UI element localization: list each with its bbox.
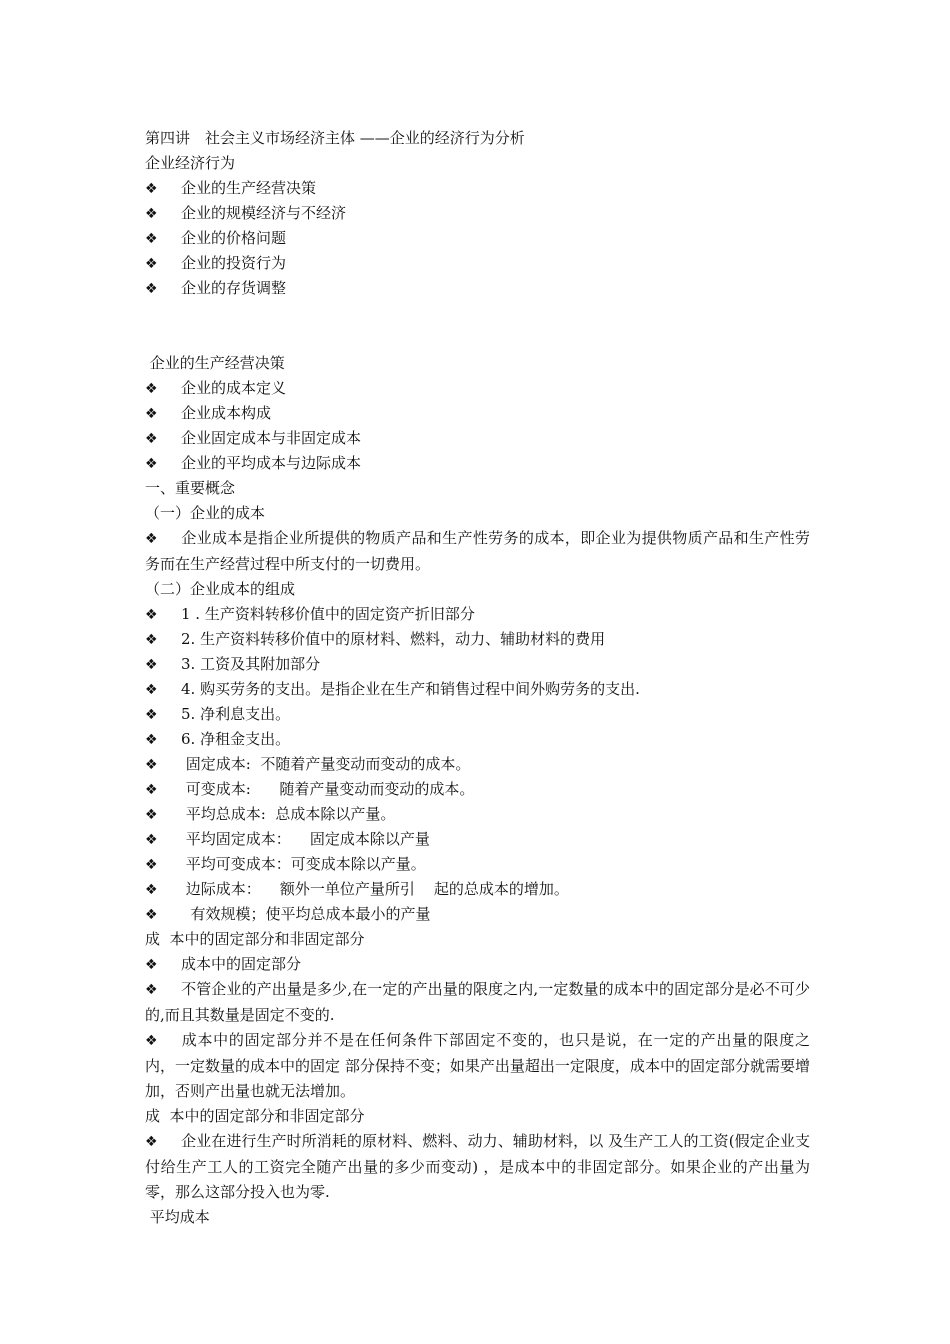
diamond-bullet-icon — [145, 1129, 181, 1155]
section-heading: 成 本中的固定部分和非固定部分 — [145, 1107, 365, 1125]
diamond-bullet-icon — [145, 827, 181, 853]
diamond-bullet-icon — [145, 627, 181, 653]
diamond-bullet-icon — [145, 702, 181, 728]
subsection-heading: （一）企业的成本 — [145, 504, 266, 522]
list-item: ❖ 可变成本: 随着产量变动而变动的成本。 — [145, 777, 810, 802]
list-item: ❖ 边际成本： 额外一单位产量所引 起的总成本的增加。 — [145, 877, 810, 902]
list-item: ❖ 1 . 生产资料转移价值中的固定资产折旧部分 — [145, 602, 810, 627]
section-heading: 成 本中的固定部分和非固定部分 — [145, 930, 365, 948]
diamond-bullet-icon — [145, 426, 181, 452]
list-item: ❖ 固定成本: 不随着产量变动而变动的成本。 — [145, 752, 810, 777]
diamond-bullet-icon — [145, 376, 181, 402]
diamond-bullet-icon — [145, 526, 181, 552]
list-item: ❖ 平均可变成本：可变成本除以产量。 — [145, 852, 810, 877]
diamond-bullet-icon — [145, 902, 181, 928]
document-page — [145, 126, 810, 1230]
list-item: ❖ 企业的平均成本与边际成本 — [145, 451, 810, 476]
section-heading: 企业的生产经营决策 — [145, 354, 285, 372]
list-item: ❖ 企业成本构成 — [145, 401, 810, 426]
list-item: ❖ 企业固定成本与非固定成本 — [145, 426, 810, 451]
subsection-heading: （二）企业成本的组成 — [145, 580, 296, 598]
list-item: ❖ 企业的投资行为 — [145, 251, 810, 276]
list-item: ❖ 6. 净租金支出。 — [145, 727, 810, 752]
diamond-bullet-icon — [145, 401, 181, 427]
diamond-bullet-icon — [145, 877, 181, 903]
diamond-bullet-icon — [145, 602, 181, 628]
diamond-bullet-icon — [145, 802, 181, 828]
list-item: ❖ 4. 购买劳务的支出。是指企业在生产和销售过程中间外购劳务的支出. — [145, 677, 810, 702]
list-item: ❖ 成本中的固定部分 — [145, 952, 810, 977]
diamond-bullet-icon — [145, 952, 181, 978]
list-item: ❖ 企业的价格问题 — [145, 226, 810, 251]
paragraph: ❖企业成本是指企业所提供的物质产品和生产性劳务的成本，即企业为提供物质产品和生产性劳务而在生产经营过程中所支付的一切费用。 — [145, 526, 810, 577]
paragraph: ❖不管企业的产出量是多少,在一定的产出量的限度之内,一定数量的成本中的固定部分是必不可少的,而且其数量是固定不变的. — [145, 977, 810, 1028]
paragraph: ❖企业在进行生产时所消耗的原材料、燃料、动力、辅助材料，以 及生产工人的工资(假定企业支付给生产工人的工资完全随产出量的多少而变动) ，是成本中的非固定部分。如果企业的产出量为零，那么这部分投入也为零. — [145, 1129, 810, 1205]
diamond-bullet-icon — [145, 652, 181, 678]
diamond-bullet-icon — [145, 201, 181, 227]
list-item: ❖ 企业的存货调整 — [145, 276, 810, 301]
list-item: ❖ 平均总成本: 总成本除以产量。 — [145, 802, 810, 827]
list-item: ❖ 3. 工资及其附加部分 — [145, 652, 810, 677]
diamond-bullet-icon — [145, 251, 181, 277]
list-item: ❖ 2. 生产资料转移价值中的原材料、燃料，动力、辅助材料的费用 — [145, 627, 810, 652]
list-item: ❖ 5. 净利息支出。 — [145, 702, 810, 727]
list-item: ❖ 企业的规模经济与不经济 — [145, 201, 810, 226]
diamond-bullet-icon — [145, 977, 181, 1003]
concepts-heading: 一、重要概念 — [145, 479, 236, 497]
diamond-bullet-icon — [145, 752, 181, 778]
diamond-bullet-icon — [145, 777, 181, 803]
section-heading: 企业经济行为 — [145, 154, 236, 172]
diamond-bullet-icon — [145, 176, 181, 202]
blank-space — [145, 301, 810, 351]
diamond-bullet-icon — [145, 226, 181, 252]
paragraph: ❖成本中的固定部分并不是在任何条件下部固定不变的，也只是说，在一定的产出量的限度之内，一定数量的成本中的固定 部分保持不变；如果产出量超出一定限度，成本中的固定部分就需要增加，否则产出量也就无法增加。 — [145, 1028, 810, 1104]
section-heading: 平均成本 — [145, 1208, 210, 1226]
list-item: ❖ 企业的成本定义 — [145, 376, 810, 401]
diamond-bullet-icon — [145, 451, 181, 477]
list-item: ❖ 平均固定成本： 固定成本除以产量 — [145, 827, 810, 852]
diamond-bullet-icon — [145, 677, 181, 703]
diamond-bullet-icon — [145, 276, 181, 302]
diamond-bullet-icon — [145, 852, 181, 878]
diamond-bullet-icon — [145, 727, 181, 753]
list-item: ❖ 企业的生产经营决策 — [145, 176, 810, 201]
document-title: 第四讲 社会主义市场经济主体 ——企业的经济行为分析 — [145, 129, 525, 147]
diamond-bullet-icon — [145, 1028, 181, 1054]
list-item: ❖ 有效规模；使平均总成本最小的产量 — [145, 902, 810, 927]
